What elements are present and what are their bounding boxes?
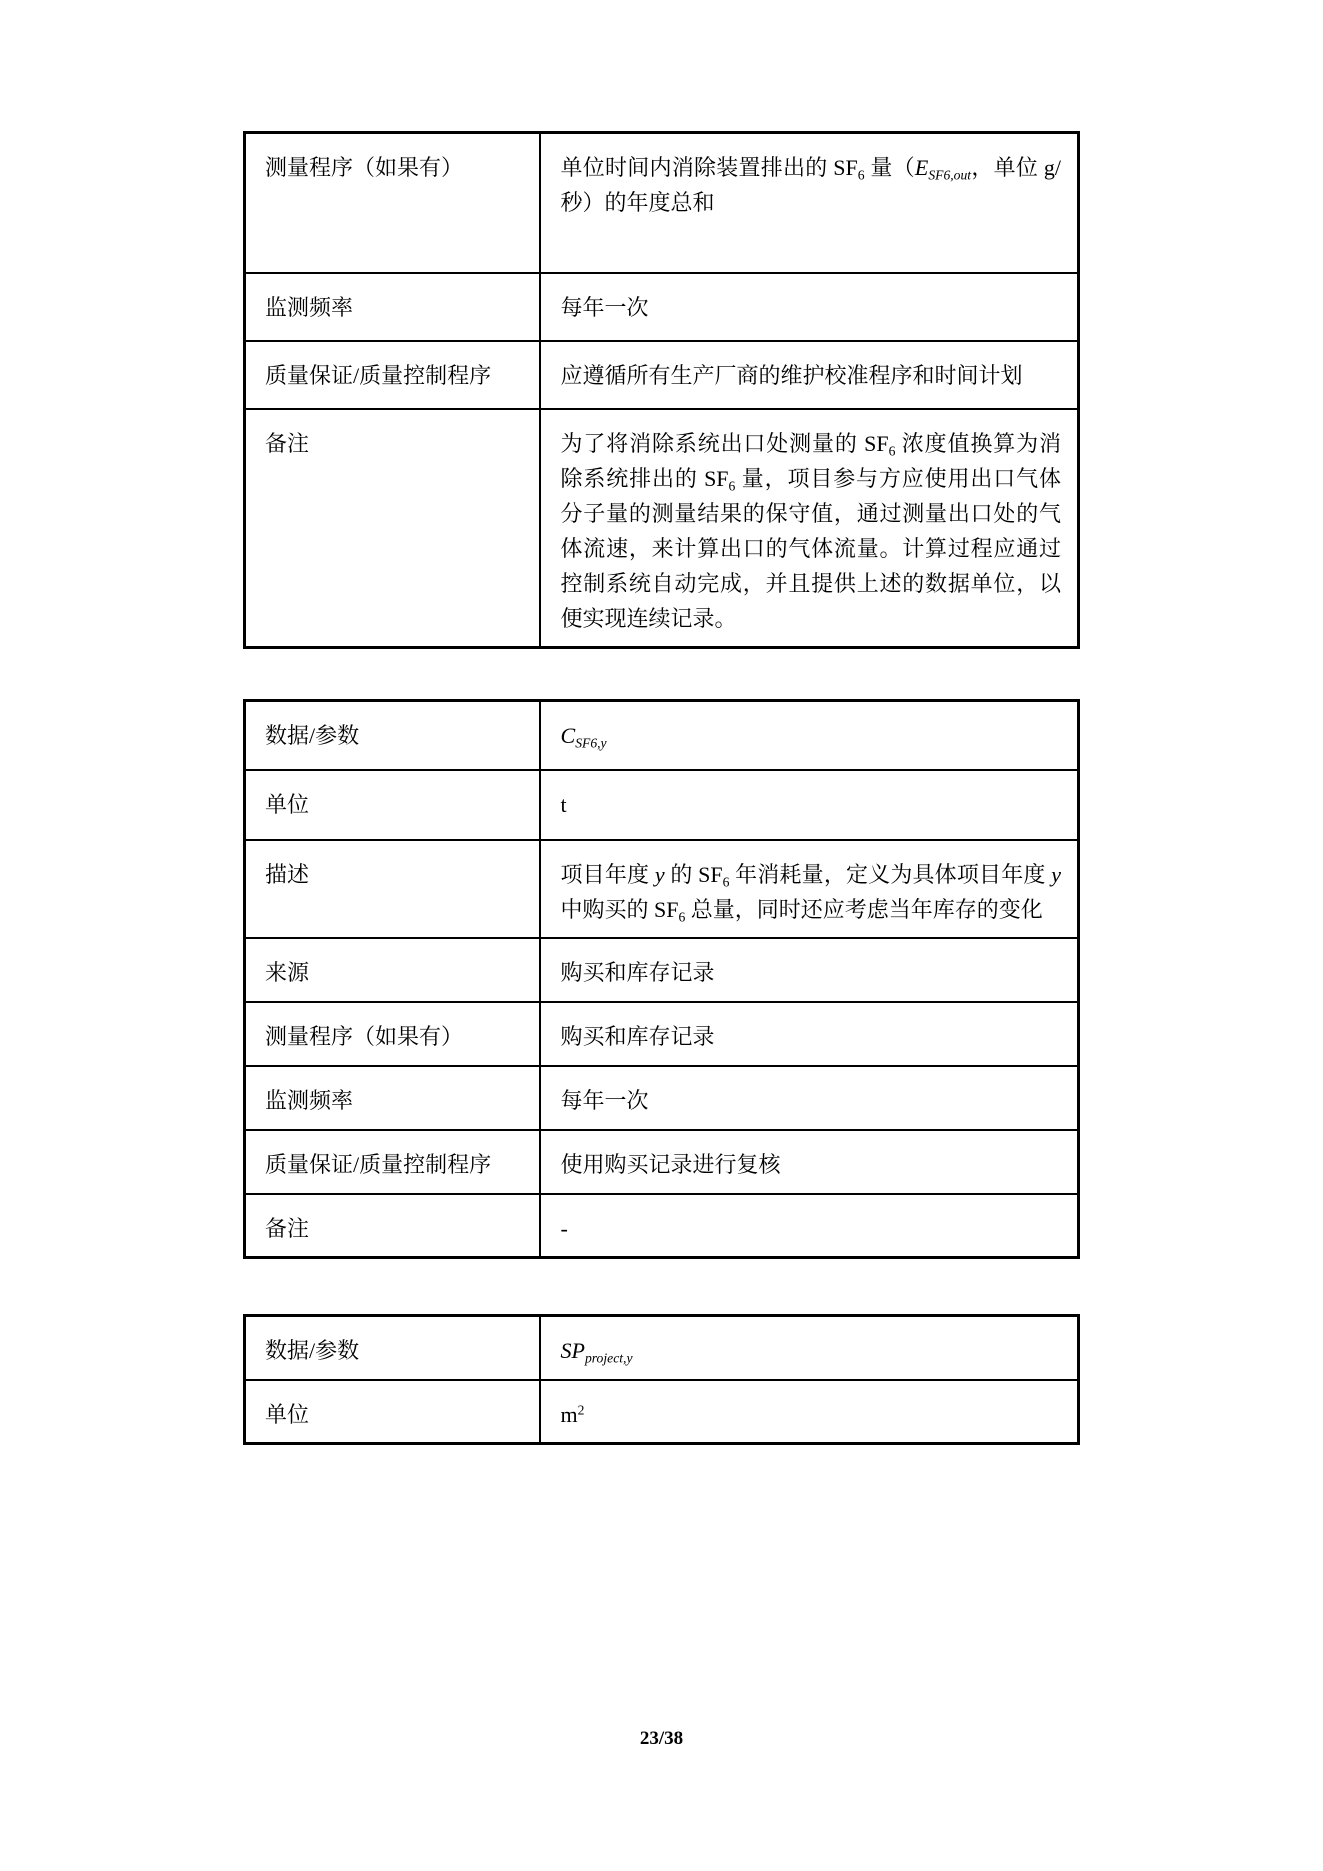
row-label: 数据/参数 bbox=[245, 700, 540, 770]
row-value bbox=[540, 770, 1079, 840]
row-label: 测量程序（如果有） bbox=[245, 1002, 540, 1066]
row-value bbox=[540, 1066, 1079, 1130]
row-value-text: 购买和库存记录 bbox=[560, 1024, 715, 1049]
row-value bbox=[540, 700, 1079, 770]
row-value-text: SPproject,y bbox=[560, 1338, 633, 1366]
row-value bbox=[540, 840, 1079, 938]
row-value-text: 每年一次 bbox=[560, 1088, 649, 1113]
table-row bbox=[245, 1380, 1079, 1444]
row-label: 备注 bbox=[245, 409, 540, 648]
row-value-text: 为了将消除系统出口处测量的 SF6 浓度值换算为消除系统排出的 SF6 量，项目参与方应使用出口气体分子量的测量结果的保守值，通过测量出口处的气体流速，来计算出口的气体流量。计算过程应通过控制系统自动完成，并且提供上述的数据单位，以便实现连续记录。 bbox=[560, 430, 1061, 631]
table-row bbox=[245, 938, 1079, 1002]
row-value bbox=[540, 938, 1079, 1002]
row-label: 单位 bbox=[245, 1380, 540, 1444]
row-value bbox=[540, 341, 1079, 409]
table-row bbox=[245, 770, 1079, 840]
row-label: 描述 bbox=[245, 840, 540, 938]
row-label: 监测频率 bbox=[245, 273, 540, 341]
row-label: 监测频率 bbox=[245, 1066, 540, 1130]
row-value-text: 使用购买记录进行复核 bbox=[560, 1152, 781, 1177]
parameter-table-csf6y bbox=[243, 699, 1080, 1260]
parameter-table-esf6-out bbox=[243, 131, 1080, 649]
row-label: 质量保证/质量控制程序 bbox=[245, 1130, 540, 1194]
row-value-text: $m^2$ bbox=[560, 1401, 585, 1427]
row-value-text: 单位时间内消除装置排出的 SF6 量（ESF6,out，单位 g/秒）的年度总和 bbox=[560, 155, 1061, 215]
row-label: 测量程序（如果有） bbox=[245, 133, 540, 273]
row-value bbox=[540, 409, 1079, 648]
row-value-text: 项目年度 y 的 SF6 年消耗量，定义为具体项目年度 y 中购买的 SF6 总量，同时还应考虑当年库存的变化 bbox=[560, 862, 1061, 925]
row-value-text: 每年一次 bbox=[560, 294, 649, 320]
table-row bbox=[245, 1316, 1079, 1380]
row-value bbox=[540, 273, 1079, 341]
parameter-table-spprojecty bbox=[243, 1314, 1080, 1445]
table-row bbox=[245, 341, 1079, 409]
table-row bbox=[245, 409, 1079, 648]
page-number: 23/38 bbox=[639, 1728, 684, 1749]
row-value bbox=[540, 1380, 1079, 1444]
row-label: 数据/参数 bbox=[245, 1316, 540, 1380]
row-value-text: CSF6,y bbox=[560, 722, 607, 750]
row-value-text: - bbox=[560, 1216, 568, 1241]
table-gap bbox=[243, 1259, 1080, 1314]
row-value bbox=[540, 1316, 1079, 1380]
row-value-text: 购买和库存记录 bbox=[560, 960, 715, 985]
table-row bbox=[245, 1066, 1079, 1130]
table-row bbox=[245, 1130, 1079, 1194]
table-gap bbox=[243, 649, 1080, 699]
table-row bbox=[245, 1002, 1079, 1066]
row-label: 备注 bbox=[245, 1194, 540, 1258]
row-label: 来源 bbox=[245, 938, 540, 1002]
page-content bbox=[243, 131, 1080, 1445]
table-row bbox=[245, 1194, 1079, 1258]
row-value bbox=[540, 1002, 1079, 1066]
row-label: 单位 bbox=[245, 770, 540, 840]
row-value-text: 应遵循所有生产厂商的维护校准程序和时间计划 bbox=[560, 362, 1023, 388]
table-row bbox=[245, 273, 1079, 341]
table-row bbox=[245, 700, 1079, 770]
table-row bbox=[245, 840, 1079, 938]
table-row bbox=[245, 133, 1079, 273]
row-value bbox=[540, 1130, 1079, 1194]
row-label: 质量保证/质量控制程序 bbox=[245, 341, 540, 409]
row-value bbox=[540, 133, 1079, 273]
row-value bbox=[540, 1194, 1079, 1258]
row-value-text: t bbox=[560, 792, 567, 817]
